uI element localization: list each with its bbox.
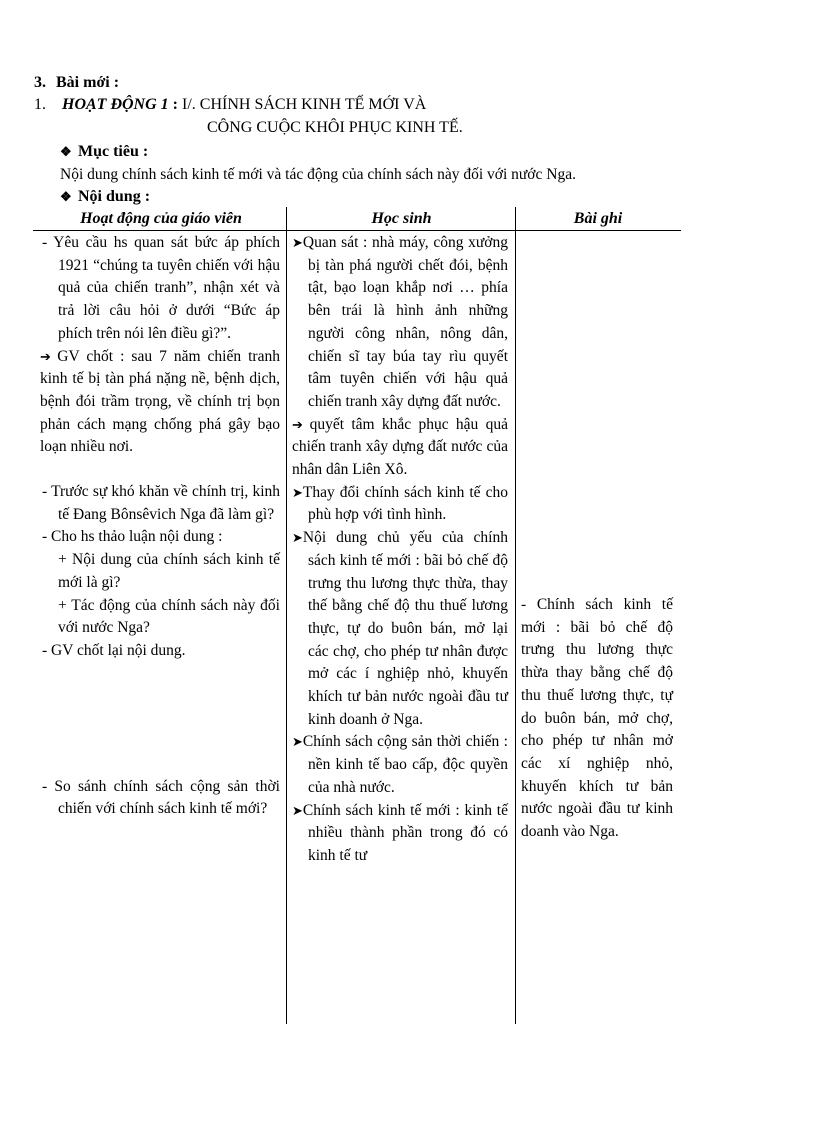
- plus-mark: +: [58, 551, 72, 569]
- teacher-item: - Yêu cầu hs quan sát bức áp phích 1921 “chúng ta tuyên chiến với hậu quả của chiến tranh”, nhận xét và trả lời câu hỏi ở dưới “Bức áp phích trên nói lên điều gì?”.: [42, 234, 280, 342]
- arrowhead-bullet-icon: ➤: [292, 734, 303, 750]
- teacher-item: - Trước sự khó khăn về chính trị, kinh tế Đang Bônsêvich Nga đã làm gì?: [42, 483, 280, 523]
- teacher-item: ➔ GV chốt : sau 7 năm chiến tranh kinh tế bị tàn phá nặng nề, bệnh dịch, bệnh đói trầm trọng, về chính trị bọn phản cách mạng chống phá gây bạo loạn nhiều nơi.: [40, 347, 280, 456]
- diamond-bullet-icon: ❖: [60, 189, 72, 204]
- teacher-item: + Nội dung của chính sách kinh tế mới là gì?: [58, 551, 280, 591]
- arrowhead-bullet-icon: ➤: [292, 235, 303, 250]
- content-heading: [60, 185, 150, 208]
- teacher-item: - GV chốt lại nội dung.: [42, 641, 186, 659]
- column-divider-1: [286, 207, 287, 1024]
- activity-sep: :: [168, 96, 182, 113]
- arrowhead-bullet-icon: ➤: [292, 530, 303, 546]
- teacher-item: + Tác động của chính sách này đối với nước Nga?: [58, 596, 280, 637]
- diamond-bullet-icon: ❖: [60, 144, 72, 159]
- dash-mark: -: [42, 483, 52, 501]
- table-header-notes: Bài ghi: [573, 210, 623, 227]
- arrow-right-icon: ➔: [40, 348, 58, 364]
- plus-mark: +: [58, 596, 72, 614]
- activity-title-line1: I/. CHÍNH SÁCH KINH TẾ MỚI VÀ: [182, 96, 427, 113]
- activity-number: 1.: [34, 96, 46, 113]
- dash-mark: -: [42, 641, 52, 659]
- section-heading: [34, 71, 119, 94]
- arrowhead-bullet-icon: ➤: [292, 484, 303, 500]
- column-divider-2: [515, 207, 516, 1024]
- dash-mark: -: [521, 596, 537, 613]
- dash-mark: -: [42, 528, 52, 546]
- activity-label: HOẠT ĐỘNG 1: [62, 96, 169, 113]
- table-header-teacher: Hoạt động của giáo viên: [80, 210, 242, 227]
- content-label: Nội dung :: [78, 188, 151, 205]
- activity-title-line2: CÔNG CUỘC KHÔI PHỤC KINH TẾ.: [207, 119, 463, 136]
- student-item: ➤Quan sát : nhà máy, công xưởng bị tàn phá người chết đói, bệnh tật, bạo loạn khắp nơi … phía bên trái là hình ảnh những người công nhân, nông dân, chiến sĩ tay búa tay rìu quyết tâm tuyên chiến với hậu quả chiến tranh xây dựng đất nước.: [292, 234, 508, 410]
- arrowhead-bullet-icon: ➤: [292, 802, 303, 818]
- student-item: ➤Thay đổi chính sách kinh tế cho phù hợp với tình hình.: [292, 483, 508, 524]
- student-item: ➤Chính sách kinh tế mới : kinh tế nhiều thành phần trong đó có kinh tế tư: [292, 801, 508, 864]
- notes-item: - Chính sách kinh tế mới : bãi bỏ chế độ trưng thu lương thực thừa thay bằng chế độ thu thuế lương thực, tự do buôn bán, mở chợ, cho phép tư nhân mở các xí nghiệp nhỏ, khuyến khích tư bản nước ngoài đầu tư kinh doanh vào Nga.: [521, 596, 673, 841]
- notes-column: [521, 594, 673, 844]
- student-item: ➤Nội dung chủ yếu của chính sách kinh tế mới : bãi bỏ chế độ trưng thu lương thực thừa, thay thế bằng chế độ thu thuế lương thực, tự do buôn bán, mở lại các chợ, cho phép tư nhân được mở các í nghiệp nhỏ, khuyến khích tư bản nước ngoài đầu tư kinh doanh ở Nga.: [292, 529, 508, 728]
- objective-heading: [60, 140, 148, 163]
- activity-heading: [34, 93, 426, 116]
- section-number: 3.: [34, 74, 46, 91]
- table-header-student: Học sinh: [371, 210, 432, 227]
- dash-mark: -: [42, 777, 55, 795]
- teacher-column: [40, 232, 280, 821]
- student-item: ➤Chính sách cộng sản thời chiến : nền kinh tế bao cấp, độc quyền của nhà nước.: [292, 733, 508, 796]
- dash-mark: -: [42, 234, 54, 251]
- student-column: [292, 232, 508, 868]
- objective-text: Nội dung chính sách kinh tế mới và tác động của chính sách này đối với nước Nga.: [60, 166, 576, 183]
- table-header-rule: [33, 230, 681, 231]
- objective-label: Mục tiêu :: [78, 143, 149, 160]
- student-item: ➔ quyết tâm khắc phục hậu quả chiến tranh xây dựng đất nước của nhân dân Liên Xô.: [292, 415, 508, 479]
- section-title: Bài mới :: [56, 74, 120, 91]
- arrow-right-icon: ➔: [292, 416, 310, 432]
- teacher-item: - So sánh chính sách cộng sản thời chiến với chính sách kinh tế mới?: [42, 777, 280, 818]
- teacher-item: - Cho hs thảo luận nội dung :: [42, 528, 223, 546]
